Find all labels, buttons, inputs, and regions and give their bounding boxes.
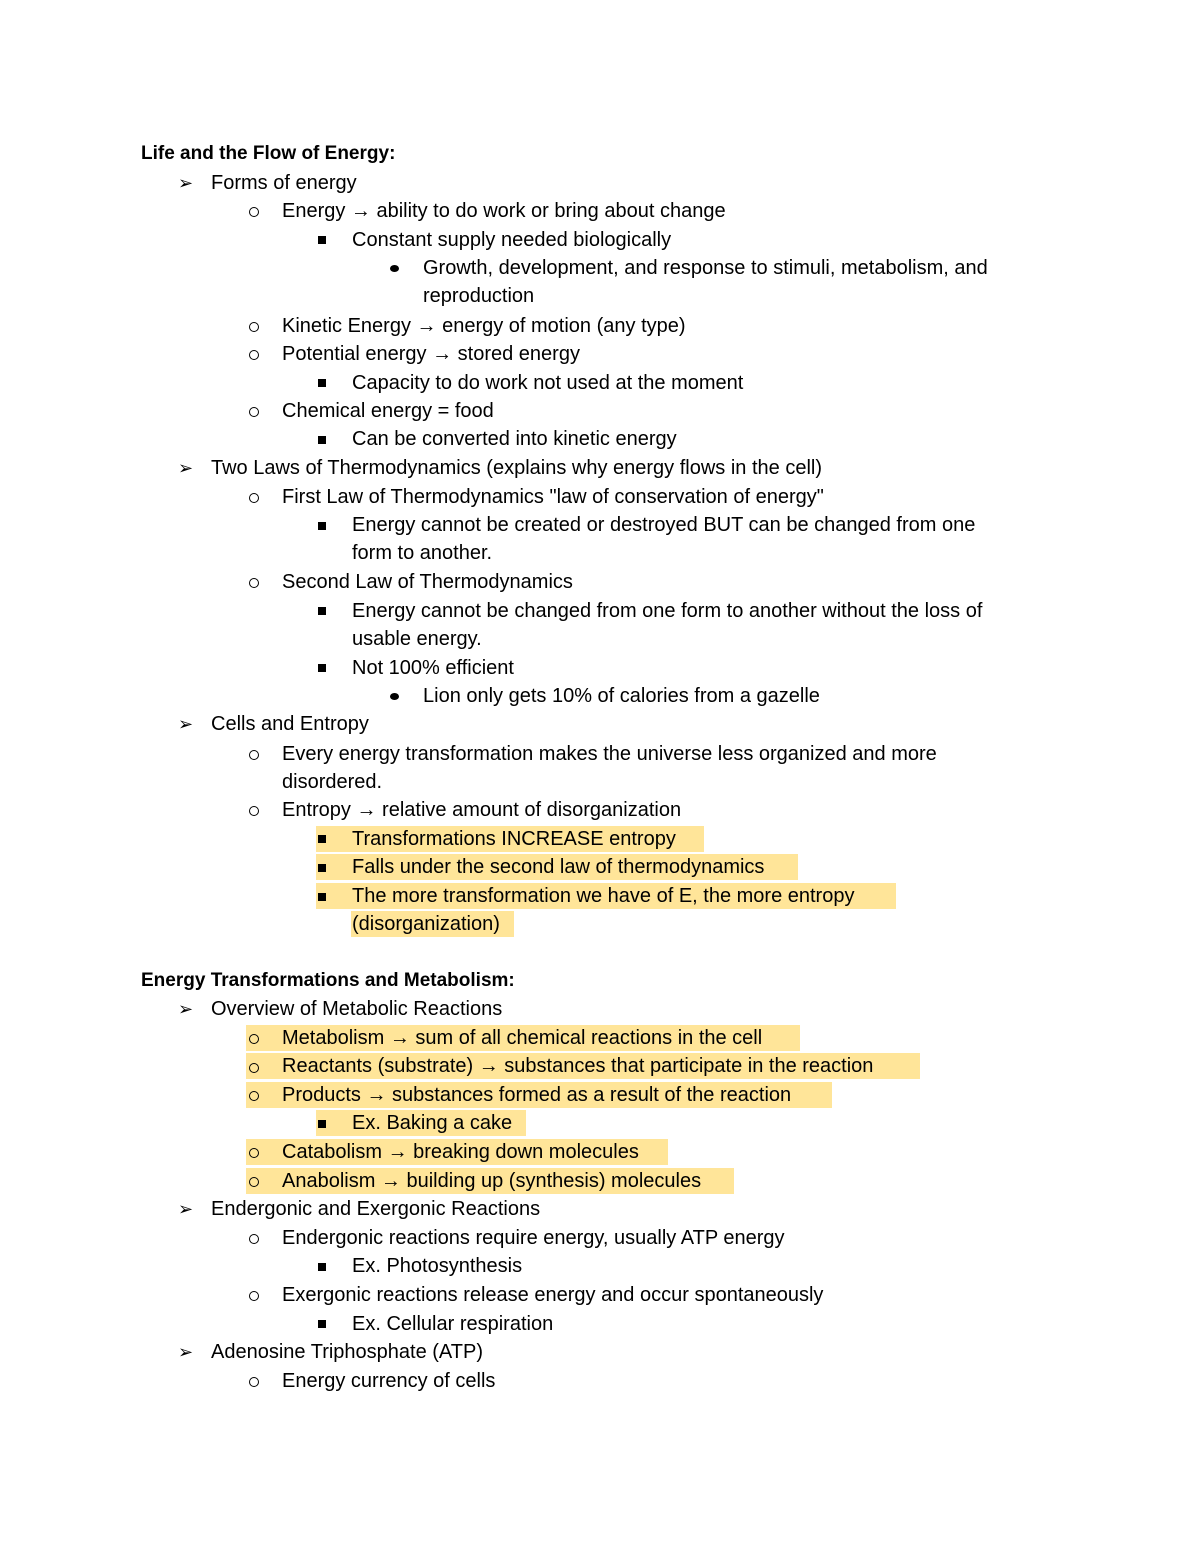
- circle-bullet-icon: [249, 1177, 259, 1187]
- list-item-continuation: reproduction: [423, 285, 535, 307]
- list-item-highlighted: The more transformation we have of E, the more entropy: [352, 885, 855, 907]
- list-item: Forms of energy: [211, 172, 357, 194]
- list-item: Lion only gets 10% of calories from a gazelle: [423, 685, 820, 707]
- list-item: First Law of Thermodynamics "law of conservation of energy": [282, 486, 824, 508]
- circle-bullet-icon: [249, 322, 259, 332]
- list-item-highlighted: Ex. Baking a cake: [352, 1112, 513, 1134]
- list-item: Energy cannot be created or destroyed BUT can be changed from one: [352, 514, 976, 536]
- list-item: Not 100% efficient: [352, 657, 514, 679]
- list-item: Overview of Metabolic Reactions: [211, 998, 503, 1020]
- list-item: Ex. Photosynthesis: [352, 1255, 523, 1277]
- circle-bullet-icon: [249, 1063, 259, 1073]
- list-item: Kinetic Energy → energy of motion (any type): [282, 315, 686, 337]
- circle-bullet-icon: [249, 750, 259, 760]
- list-item: Entropy → relative amount of disorganization: [282, 799, 682, 821]
- list-item: Chemical energy = food: [282, 400, 494, 422]
- list-item: Constant supply needed biologically: [352, 229, 672, 251]
- section-heading-energy-metabolism: Energy Transformations and Metabolism:: [141, 970, 515, 991]
- list-item-highlighted: Transformations INCREASE entropy: [352, 828, 676, 850]
- list-item: Capacity to do work not used at the moment: [352, 372, 744, 394]
- square-bullet-icon: [318, 1263, 326, 1271]
- square-bullet-icon: [318, 1120, 326, 1128]
- list-item-continuation: form to another.: [352, 542, 493, 564]
- square-bullet-icon: [318, 1320, 326, 1328]
- circle-bullet-icon: [249, 1034, 259, 1044]
- circle-bullet-icon: [249, 207, 259, 217]
- list-item-continuation: (disorganization): [352, 913, 500, 935]
- circle-bullet-icon: [249, 1377, 259, 1387]
- square-bullet-icon: [318, 607, 326, 615]
- circle-bullet-icon: [249, 578, 259, 588]
- square-bullet-icon: [318, 436, 326, 444]
- list-item: Energy cannot be changed from one form to another without the loss of: [352, 600, 983, 622]
- circle-bullet-icon: [249, 493, 259, 503]
- list-item-highlighted: Reactants (substrate) → substances that participate in the reaction: [282, 1055, 874, 1077]
- square-bullet-icon: [318, 236, 326, 244]
- section-heading-life-energy: Life and the Flow of Energy:: [141, 143, 396, 164]
- circle-bullet-icon: [249, 1234, 259, 1244]
- list-item: Energy currency of cells: [282, 1370, 496, 1392]
- circle-bullet-icon: [249, 806, 259, 816]
- list-item: Cells and Entropy: [211, 713, 369, 735]
- circle-bullet-icon: [249, 1291, 259, 1301]
- list-item: Ex. Cellular respiration: [352, 1313, 554, 1335]
- circle-bullet-icon: [249, 350, 259, 360]
- square-bullet-icon: [318, 893, 326, 901]
- arrow-bullet-icon: [178, 995, 200, 1023]
- circle-bullet-icon: [249, 1148, 259, 1158]
- list-item: Second Law of Thermodynamics: [282, 571, 573, 593]
- arrow-bullet-icon: [178, 169, 200, 197]
- list-item-highlighted: Catabolism → breaking down molecules: [282, 1141, 639, 1163]
- list-item-continuation: disordered.: [282, 771, 383, 793]
- list-item: Exergonic reactions release energy and occur spontaneously: [282, 1284, 824, 1306]
- list-item: Every energy transformation makes the universe less organized and more: [282, 743, 937, 765]
- list-item: Growth, development, and response to stimuli, metabolism, and: [423, 257, 988, 279]
- arrow-bullet-icon: [178, 1195, 200, 1223]
- list-item-highlighted: Anabolism → building up (synthesis) molecules: [282, 1170, 702, 1192]
- square-bullet-icon: [318, 835, 326, 843]
- list-item: Two Laws of Thermodynamics (explains why energy flows in the cell): [211, 457, 822, 479]
- list-item: Endergonic and Exergonic Reactions: [211, 1198, 541, 1220]
- circle-bullet-icon: [249, 407, 259, 417]
- square-bullet-icon: [318, 379, 326, 387]
- arrow-bullet-icon: [178, 1338, 200, 1366]
- list-item: Energy → ability to do work or bring about change: [282, 200, 726, 222]
- circle-bullet-icon: [249, 1091, 259, 1101]
- square-bullet-icon: [318, 522, 326, 530]
- list-item: Adenosine Triphosphate (ATP): [211, 1341, 484, 1363]
- list-item-highlighted: Products → substances formed as a result of the reaction: [282, 1084, 792, 1106]
- list-item: Endergonic reactions require energy, usually ATP energy: [282, 1227, 785, 1249]
- arrow-bullet-icon: [178, 454, 200, 482]
- square-bullet-icon: [318, 864, 326, 872]
- list-item-continuation: usable energy.: [352, 628, 482, 650]
- dot-bullet-icon: [390, 265, 399, 272]
- list-item: Can be converted into kinetic energy: [352, 428, 677, 450]
- arrow-bullet-icon: [178, 710, 200, 738]
- dot-bullet-icon: [390, 693, 399, 700]
- square-bullet-icon: [318, 664, 326, 672]
- list-item-highlighted: Falls under the second law of thermodynamics: [352, 856, 765, 878]
- list-item: Potential energy → stored energy: [282, 343, 580, 365]
- list-item-highlighted: Metabolism → sum of all chemical reactions in the cell: [282, 1027, 763, 1049]
